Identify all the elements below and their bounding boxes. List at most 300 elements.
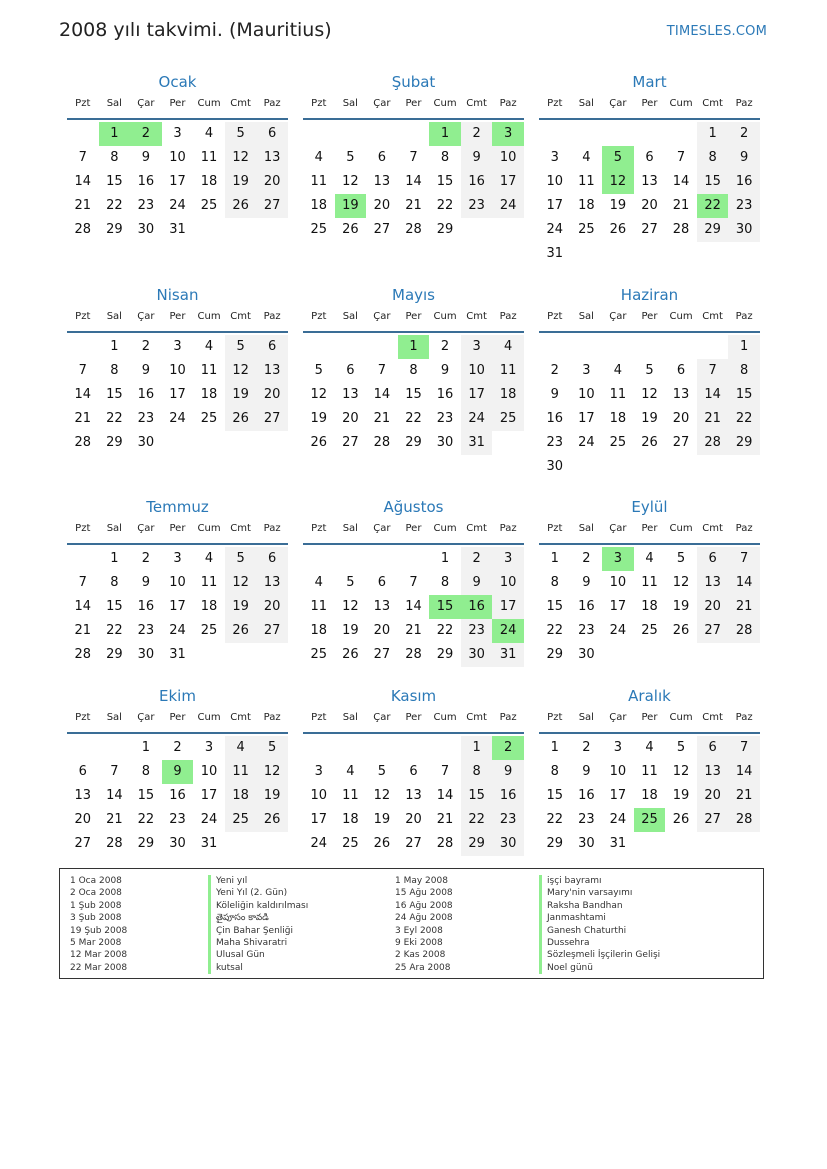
month-calendar <box>303 685 524 856</box>
weekday-header <box>67 518 288 545</box>
day-cell: 1 <box>110 551 119 566</box>
empty-cell <box>398 547 430 571</box>
day-cell: 30 <box>137 435 155 450</box>
day-cell: 14 <box>672 174 690 189</box>
day-cell: 28 <box>74 435 92 450</box>
weekday-label: Pzt <box>311 311 327 322</box>
day-cell: 5 <box>346 150 355 165</box>
day-cell: 24 <box>546 222 564 237</box>
day-cell: 25 <box>310 222 328 237</box>
day-cell: 16 <box>137 174 155 189</box>
day-cell: 29 <box>436 222 454 237</box>
day-cell: 28 <box>74 647 92 662</box>
day-cell: 19 <box>256 784 288 808</box>
day-cell: 22 <box>106 411 123 426</box>
day-cell: 7 <box>440 764 450 779</box>
day-cell: 22 <box>546 623 564 638</box>
day-cell: 7 <box>409 150 418 165</box>
day-cell: 20 <box>373 623 391 638</box>
day-cell: 29 <box>106 222 123 237</box>
holiday-day-cell: 25 <box>634 808 666 832</box>
weekday-label: Per <box>641 311 658 322</box>
day-cell: 18 <box>641 599 658 614</box>
day-cell: 12 <box>672 575 690 590</box>
day-cell: 2 <box>461 547 493 571</box>
empty-cell <box>539 122 571 146</box>
day-cell: 14 <box>74 174 92 189</box>
day-cell: 20 <box>405 812 422 827</box>
day-cell: 22 <box>137 812 155 827</box>
holiday-date: 1 Oca 2008 <box>70 876 122 886</box>
day-cell: 16 <box>436 387 454 402</box>
weekday-label: Cmt <box>466 98 487 109</box>
day-cell: 22 <box>728 407 760 431</box>
day-cell: 15 <box>461 784 493 808</box>
empty-cell <box>303 122 335 146</box>
day-cell: 5 <box>314 363 323 378</box>
day-cell: 15 <box>546 788 564 803</box>
day-cell: 19 <box>672 788 690 803</box>
weekday-label: Cmt <box>230 523 251 534</box>
weekday-label: Sal <box>578 523 594 534</box>
day-cell: 11 <box>492 359 524 383</box>
weekday-header <box>303 707 524 734</box>
holiday-list <box>59 868 764 979</box>
weekday-label: Sal <box>578 712 594 723</box>
day-cell: 4 <box>314 150 323 165</box>
day-cell: 9 <box>141 575 151 590</box>
day-cell: 11 <box>225 760 257 784</box>
day-cell: 30 <box>578 836 595 851</box>
empty-cell <box>303 335 335 359</box>
month-name: Nisan <box>156 286 199 304</box>
day-cell: 12 <box>256 760 288 784</box>
day-cell: 11 <box>342 788 359 803</box>
holiday-name: Ganesh Chaturthi <box>539 925 660 937</box>
day-cell: 6 <box>676 363 686 378</box>
day-cell: 1 <box>550 551 559 566</box>
weekday-label: Per <box>169 311 186 322</box>
day-cell: 23 <box>137 623 155 638</box>
day-cell: 24 <box>461 407 493 431</box>
day-cell: 4 <box>346 764 355 779</box>
empty-cell <box>67 547 99 571</box>
empty-cell <box>665 122 697 146</box>
day-cell: 10 <box>546 174 564 189</box>
day-cell: 12 <box>342 599 359 614</box>
day-cell: 16 <box>578 788 595 803</box>
holiday-names-column <box>208 875 308 974</box>
day-cell: 17 <box>169 599 186 614</box>
weekday-label: Pzt <box>75 712 91 723</box>
day-cell: 19 <box>609 198 627 213</box>
day-cell: 23 <box>492 808 524 832</box>
day-cell: 20 <box>256 170 288 194</box>
day-cell: 18 <box>492 383 524 407</box>
day-cell: 15 <box>546 599 564 614</box>
day-cell: 14 <box>728 760 760 784</box>
day-cell: 29 <box>106 435 123 450</box>
day-cell: 4 <box>613 363 623 378</box>
day-cell: 7 <box>377 363 387 378</box>
day-cell: 17 <box>609 599 627 614</box>
day-cell: 23 <box>578 812 595 827</box>
weekday-label: Pzt <box>311 712 327 723</box>
day-cell: 9 <box>728 146 760 170</box>
weekday-label: Çar <box>137 712 155 723</box>
day-cell: 23 <box>169 812 186 827</box>
day-cell: 16 <box>492 784 524 808</box>
weekday-label: Sal <box>342 712 358 723</box>
holiday-name: kutsal <box>208 962 308 974</box>
empty-cell <box>335 736 367 760</box>
day-cell: 6 <box>256 547 288 571</box>
day-cell: 26 <box>342 222 359 237</box>
holiday-name: Dussehra <box>539 937 660 949</box>
month-calendar <box>539 496 760 667</box>
holiday-day-cell: 3 <box>492 122 524 146</box>
empty-cell <box>366 335 398 359</box>
day-cell: 15 <box>405 387 422 402</box>
holiday-day-cell: 1 <box>429 122 461 146</box>
day-cell: 28 <box>405 647 422 662</box>
day-cell: 10 <box>310 788 328 803</box>
day-cell: 23 <box>728 194 760 218</box>
day-cell: 18 <box>200 599 218 614</box>
day-cell: 3 <box>613 740 623 755</box>
empty-cell <box>67 122 99 146</box>
day-cell: 21 <box>697 407 729 431</box>
day-cell: 13 <box>256 571 288 595</box>
day-cell: 14 <box>405 174 422 189</box>
holiday-day-cell: 5 <box>602 146 634 170</box>
holiday-names-column <box>539 875 660 974</box>
month-calendar <box>539 685 760 856</box>
day-cell: 24 <box>609 812 627 827</box>
day-grid <box>539 736 760 856</box>
weekday-label: Cum <box>669 98 693 109</box>
empty-cell <box>303 736 335 760</box>
day-cell: 24 <box>609 623 627 638</box>
day-cell: 8 <box>110 150 119 165</box>
day-cell: 10 <box>461 359 493 383</box>
day-cell: 8 <box>550 575 559 590</box>
day-cell: 9 <box>461 146 493 170</box>
holiday-name: Mary'nin varsayımı <box>539 887 660 899</box>
day-cell: 4 <box>314 575 323 590</box>
day-grid <box>303 335 524 455</box>
weekday-label: Cum <box>669 311 693 322</box>
day-cell: 21 <box>728 595 760 619</box>
day-cell: 28 <box>672 222 690 237</box>
holiday-name: Maha Shivaratri <box>208 937 308 949</box>
day-grid <box>539 122 760 266</box>
day-cell: 18 <box>310 623 328 638</box>
holiday-date: 16 Ağu 2008 <box>395 900 453 911</box>
day-cell: 17 <box>546 198 564 213</box>
day-cell: 26 <box>373 836 391 851</box>
day-cell: 31 <box>169 647 186 662</box>
day-cell: 7 <box>409 575 418 590</box>
weekday-label: Pzt <box>311 98 327 109</box>
weekday-label: Per <box>405 712 422 723</box>
day-cell: 1 <box>440 551 450 566</box>
day-cell: 14 <box>436 788 454 803</box>
empty-cell <box>335 547 367 571</box>
day-cell: 7 <box>676 150 686 165</box>
empty-cell <box>335 122 367 146</box>
day-cell: 22 <box>436 623 454 638</box>
holiday-day-cell: 1 <box>398 335 430 359</box>
day-cell: 4 <box>645 740 654 755</box>
weekday-label: Pzt <box>547 98 563 109</box>
day-cell: 29 <box>461 832 493 856</box>
weekday-label: Çar <box>609 712 627 723</box>
day-cell: 29 <box>405 435 422 450</box>
day-cell: 17 <box>461 383 493 407</box>
weekday-label: Pzt <box>75 311 91 322</box>
day-cell: 3 <box>582 363 591 378</box>
empty-cell <box>366 736 398 760</box>
day-cell: 13 <box>373 599 391 614</box>
weekday-label: Paz <box>735 523 753 534</box>
weekday-label: Sal <box>106 98 122 109</box>
empty-cell <box>67 335 99 359</box>
day-cell: 26 <box>225 407 257 431</box>
day-cell: 27 <box>641 222 658 237</box>
weekday-label: Çar <box>137 311 155 322</box>
day-cell: 27 <box>697 808 729 832</box>
holiday-day-cell: 3 <box>602 547 634 571</box>
weekday-label: Per <box>641 712 658 723</box>
day-cell: 6 <box>256 122 288 146</box>
empty-cell <box>602 335 634 359</box>
day-cell: 24 <box>578 435 595 450</box>
day-cell: 8 <box>141 764 151 779</box>
day-cell: 13 <box>672 387 690 402</box>
empty-cell <box>634 122 666 146</box>
day-cell: 8 <box>110 575 119 590</box>
day-cell: 8 <box>440 150 450 165</box>
day-cell: 29 <box>546 647 564 662</box>
day-cell: 23 <box>546 435 564 450</box>
day-cell: 3 <box>173 339 182 354</box>
day-cell: 28 <box>436 836 454 851</box>
weekday-label: Çar <box>373 98 391 109</box>
day-cell: 13 <box>697 571 729 595</box>
page-title: 2008 yılı takvimi. (Mauritius) <box>59 19 332 41</box>
day-cell: 11 <box>641 764 658 779</box>
day-cell: 6 <box>377 575 387 590</box>
day-cell: 19 <box>310 411 328 426</box>
day-grid <box>539 335 760 479</box>
empty-cell <box>697 335 729 359</box>
day-cell: 10 <box>609 764 627 779</box>
day-cell: 8 <box>728 359 760 383</box>
day-cell: 3 <box>204 740 214 755</box>
holiday-date: 22 Mar 2008 <box>70 962 128 973</box>
day-cell: 13 <box>256 146 288 170</box>
day-cell: 20 <box>256 595 288 619</box>
day-grid <box>67 736 288 856</box>
day-cell: 9 <box>141 150 151 165</box>
day-cell: 6 <box>346 363 355 378</box>
day-cell: 14 <box>74 387 92 402</box>
weekday-label: Çar <box>609 523 627 534</box>
day-cell: 20 <box>641 198 658 213</box>
day-cell: 20 <box>74 812 92 827</box>
day-cell: 21 <box>74 623 92 638</box>
day-cell: 5 <box>225 122 257 146</box>
weekday-label: Cum <box>433 712 457 723</box>
day-cell: 2 <box>141 551 151 566</box>
day-cell: 17 <box>200 788 218 803</box>
weekday-header <box>67 707 288 734</box>
day-cell: 28 <box>405 222 422 237</box>
day-cell: 13 <box>342 387 359 402</box>
day-cell: 8 <box>697 146 729 170</box>
month-calendar <box>67 685 288 856</box>
holiday-name: Ulusal Gün <box>208 949 308 961</box>
day-cell: 2 <box>582 551 591 566</box>
day-grid <box>67 122 288 242</box>
day-cell: 20 <box>342 411 359 426</box>
holiday-date: 2 Oca 2008 <box>70 888 122 899</box>
day-cell: 29 <box>106 647 123 662</box>
day-cell: 31 <box>546 246 564 261</box>
day-cell: 19 <box>342 623 359 638</box>
weekday-header <box>539 518 760 545</box>
day-cell: 26 <box>225 194 257 218</box>
day-cell: 9 <box>440 363 450 378</box>
day-cell: 3 <box>314 764 323 779</box>
day-cell: 27 <box>256 407 288 431</box>
weekday-label: Cum <box>669 712 693 723</box>
month-calendar <box>303 284 524 455</box>
weekday-label: Cum <box>433 98 457 109</box>
day-cell: 14 <box>405 599 422 614</box>
month-calendar <box>303 71 524 242</box>
weekday-label: Cum <box>197 98 221 109</box>
day-cell: 22 <box>546 812 564 827</box>
day-cell: 21 <box>436 812 454 827</box>
day-cell: 31 <box>200 836 218 851</box>
day-cell: 27 <box>405 836 422 851</box>
empty-cell <box>67 736 99 760</box>
weekday-label: Paz <box>735 712 753 723</box>
day-cell: 27 <box>373 647 391 662</box>
weekday-label: Sal <box>106 523 122 534</box>
day-cell: 10 <box>492 571 524 595</box>
day-cell: 12 <box>310 387 328 402</box>
day-cell: 4 <box>204 126 214 141</box>
day-cell: 11 <box>200 575 218 590</box>
site-link[interactable]: TIMESLES.COM <box>666 24 767 39</box>
day-cell: 30 <box>169 836 186 851</box>
day-cell: 29 <box>728 431 760 455</box>
holiday-date: 24 Ağu 2008 <box>395 913 453 924</box>
day-cell: 6 <box>645 150 654 165</box>
weekday-label: Cmt <box>702 712 723 723</box>
day-cell: 2 <box>461 122 493 146</box>
day-cell: 27 <box>256 194 288 218</box>
day-cell: 8 <box>461 760 493 784</box>
weekday-label: Cmt <box>466 523 487 534</box>
weekday-label: Pzt <box>311 523 327 534</box>
weekday-label: Cum <box>197 311 221 322</box>
day-cell: 4 <box>492 335 524 359</box>
day-cell: 23 <box>461 194 493 218</box>
day-cell: 25 <box>200 411 218 426</box>
day-cell: 30 <box>728 218 760 242</box>
day-cell: 16 <box>137 599 155 614</box>
day-cell: 11 <box>578 174 595 189</box>
holiday-date: 12 Mar 2008 <box>70 950 128 961</box>
day-cell: 14 <box>697 383 729 407</box>
day-cell: 10 <box>169 363 186 378</box>
day-cell: 28 <box>74 222 92 237</box>
weekday-label: Çar <box>137 523 155 534</box>
empty-cell <box>665 335 697 359</box>
day-cell: 2 <box>141 339 151 354</box>
day-grid <box>303 122 524 242</box>
holiday-date: 2 Kas 2008 <box>395 950 446 961</box>
day-cell: 13 <box>256 359 288 383</box>
holiday-name: Janmashtami <box>539 912 660 924</box>
day-cell: 22 <box>405 411 422 426</box>
weekday-label: Cmt <box>702 311 723 322</box>
day-cell: 13 <box>373 174 391 189</box>
weekday-header <box>303 93 524 120</box>
weekday-label: Pzt <box>547 712 563 723</box>
day-cell: 5 <box>676 740 686 755</box>
holiday-name: Sözleşmeli İşçilerin Gelişi <box>539 949 660 961</box>
day-cell: 8 <box>409 363 418 378</box>
day-cell: 6 <box>697 736 729 760</box>
day-cell: 10 <box>492 146 524 170</box>
day-cell: 3 <box>461 335 493 359</box>
day-cell: 31 <box>609 836 627 851</box>
day-cell: 21 <box>74 411 92 426</box>
day-cell: 27 <box>373 222 391 237</box>
day-cell: 17 <box>169 387 186 402</box>
holiday-date: 1 Şub 2008 <box>70 900 122 911</box>
day-cell: 23 <box>461 619 493 643</box>
holiday-name: Köleliğin kaldırılması <box>208 900 308 912</box>
day-cell: 25 <box>492 407 524 431</box>
holiday-date: 15 Ağu 2008 <box>395 888 453 899</box>
day-cell: 22 <box>436 198 454 213</box>
holiday-day-cell: 9 <box>162 760 194 784</box>
day-cell: 28 <box>728 808 760 832</box>
day-cell: 10 <box>169 575 186 590</box>
weekday-label: Sal <box>578 98 594 109</box>
weekday-label: Per <box>405 523 422 534</box>
day-cell: 18 <box>641 788 658 803</box>
weekday-label: Per <box>641 523 658 534</box>
day-cell: 26 <box>641 435 658 450</box>
day-cell: 19 <box>373 812 391 827</box>
day-cell: 4 <box>204 551 214 566</box>
weekday-label: Paz <box>499 523 517 534</box>
day-cell: 15 <box>106 387 123 402</box>
day-cell: 24 <box>169 411 186 426</box>
weekday-header <box>539 93 760 120</box>
day-cell: 10 <box>200 764 218 779</box>
month-name: Şubat <box>391 73 436 91</box>
empty-cell <box>303 547 335 571</box>
day-cell: 9 <box>461 571 493 595</box>
